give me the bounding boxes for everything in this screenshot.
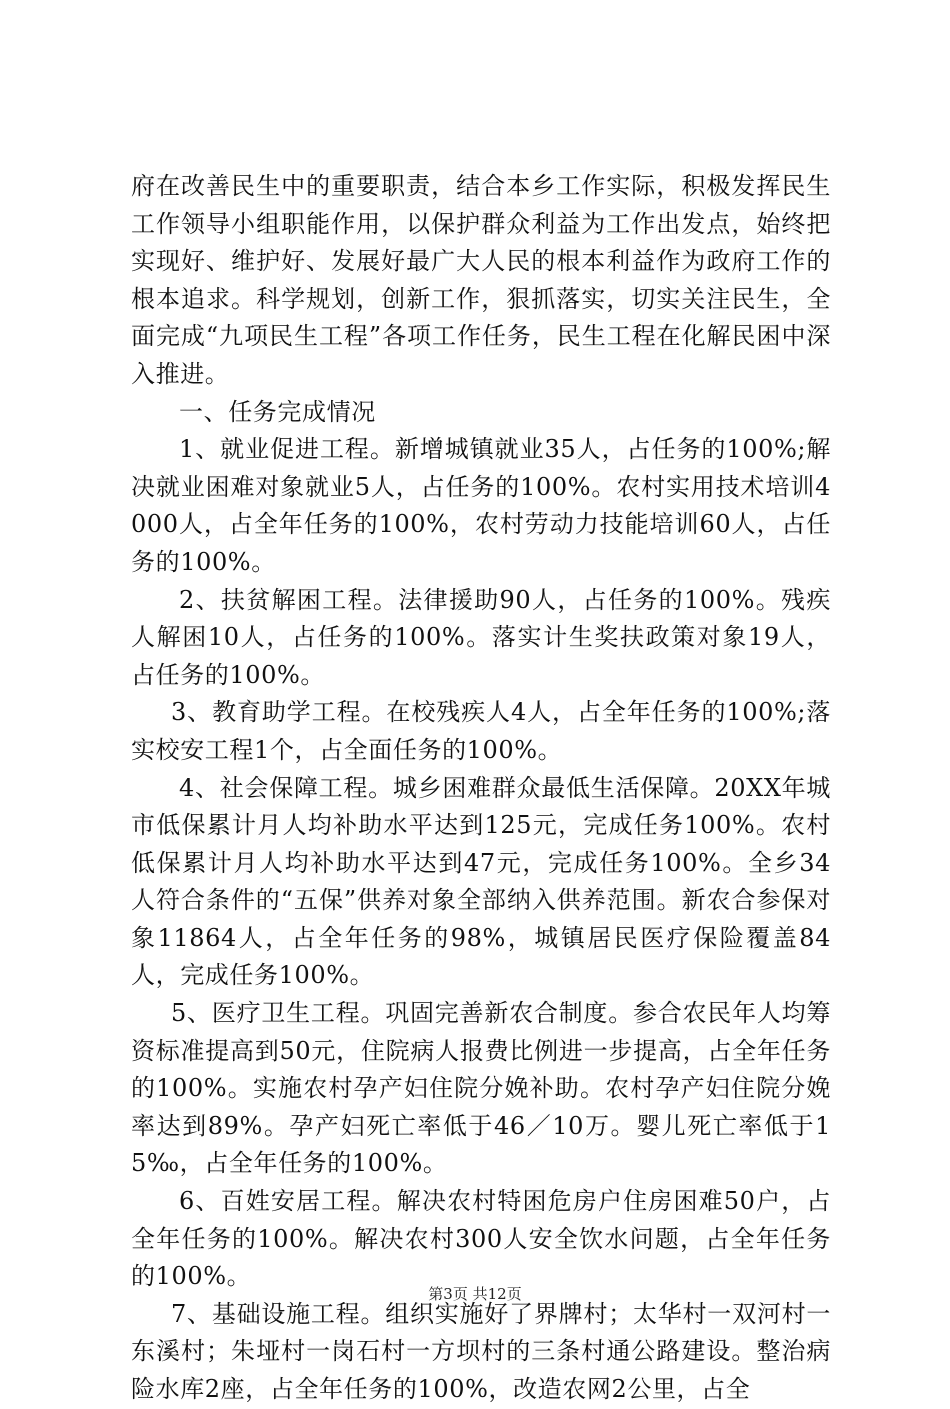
document-body (131, 168, 831, 1409)
paragraph-infrastructure: 7、基础设施工程。组织实施好了界牌村；太华村一双河村一东溪村；朱垭村一岗石村一方坝村的三条村通公路建设。整治病险水库2座，占全年任务的100%，改造农网2公里，占全 (131, 1299, 831, 1403)
paragraph-healthcare: 5、医疗卫生工程。巩固完善新农合制度。参合农民年人均筹资标准提高到50元，住院病人报费比例进一步提高，占全年任务的100%。实施农村孕产妇住院分娩补助。农村孕产妇住院分娩率达到89%。孕产妇死亡率低于46／10万。婴儿死亡率低于15‰，占全年任务的100%。 (131, 999, 831, 1178)
paragraph-social-security: 4、社会保障工程。城乡困难群众最低生活保障。20XX年城市低保累计月人均补助水平达到125元，完成任务100%。农村低保累计月人均补助水平达到47元，完成任务100%。全乡34人符合条件的“五保”供养对象全部纳入供养范围。新农合参保对象11864人，占全年任务的98%，城镇居民医疗保险覆盖84人，完成任务100%。 (131, 773, 831, 990)
page-footer: 第3页 共12页 (428, 1285, 522, 1303)
paragraph-housing: 6、百姓安居工程。解决农村特困危房户住房困难50户，占全年任务的100%。解决农村300人安全饮水问题，占全年任务的100%。 (131, 1187, 831, 1291)
section-heading-task-completion: 一、任务完成情况 (179, 397, 376, 426)
paragraph-employment: 1、就业促进工程。新增城镇就业35人，占任务的100%;解决就业困难对象就业5人，占任务的100%。农村实用技术培训4000人，占全年任务的100%，农村劳动力技能培训60人，占任务的100%。 (131, 435, 831, 576)
paragraph-education: 3、教育助学工程。在校残疾人4人，占全年任务的100%;落实校安工程1个，占全面任务的100%。 (131, 698, 831, 764)
paragraph-intro: 府在改善民生中的重要职责，结合本乡工作实际，积极发挥民生工作领导小组职能作用，以保护群众利益为工作出发点，始终把实现好、维护好、发展好最广大人民的根本利益作为政府工作的根本追求。科学规划，创新工作，狠抓落实，切实关注民生，全面完成“九项民生工程”各项工作任务，民生工程在化解民困中深入推进。 (131, 172, 831, 388)
paragraph-poverty-relief: 2、扶贫解困工程。法律援助90人，占任务的100%。残疾人解困10人，占任务的100%。落实计生奖扶政策对象19人，占任务的100%。 (131, 585, 831, 689)
